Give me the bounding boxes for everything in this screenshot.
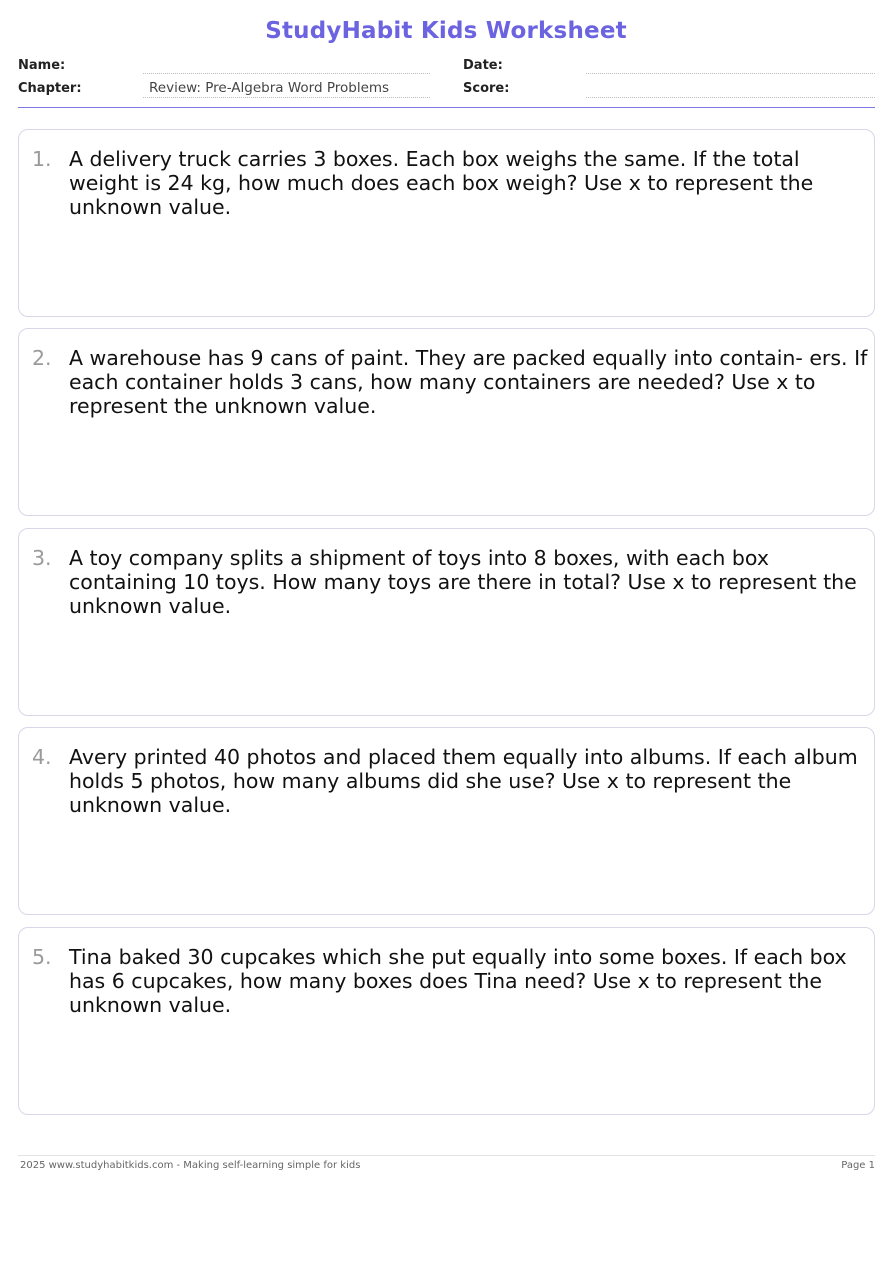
footer-divider bbox=[18, 1155, 875, 1156]
question-card[interactable] bbox=[18, 528, 875, 716]
question-card[interactable] bbox=[18, 927, 875, 1115]
question-number: 3. bbox=[32, 546, 52, 570]
question-card[interactable] bbox=[18, 727, 875, 915]
score-label: Score: bbox=[463, 81, 510, 96]
question-number: 5. bbox=[32, 945, 52, 969]
name-field[interactable] bbox=[143, 73, 430, 74]
question-text: Avery printed 40 photos and placed them equally into albums. If each album holds 5 photos, how many albums did she use? Use x to represent the unknown value. bbox=[69, 745, 858, 817]
chapter-value: Review: Pre-Algebra Word Problems bbox=[149, 80, 390, 96]
footer-credit: 2025 www.studyhabitkids.com - Making self-learning simple for kids bbox=[20, 1160, 361, 1171]
name-label: Name: bbox=[18, 58, 66, 73]
question-text: A toy company splits a shipment of toys into 8 boxes, with each box containing 10 toys. How many toys are there in total? Use x to represent the unknown value. bbox=[69, 546, 857, 618]
question-number: 4. bbox=[32, 745, 52, 769]
chapter-label: Chapter: bbox=[18, 81, 82, 96]
question-text: A delivery truck carries 3 boxes. Each box weighs the same. If the total weight is 24 kg, how much does each box weigh? Use x to represent the unknown value. bbox=[69, 147, 814, 219]
chapter-field bbox=[143, 97, 430, 98]
worksheet-title: StudyHabit Kids Worksheet bbox=[265, 18, 627, 44]
page-number: Page 1 bbox=[841, 1160, 875, 1171]
question-card[interactable] bbox=[18, 328, 875, 516]
question-number: 2. bbox=[32, 346, 52, 370]
date-field[interactable] bbox=[586, 73, 875, 74]
score-field[interactable] bbox=[586, 97, 875, 98]
question-number: 1. bbox=[32, 147, 52, 171]
question-card[interactable] bbox=[18, 129, 875, 317]
question-text: A warehouse has 9 cans of paint. They are packed equally into contain- ers. If each container holds 3 cans, how many containers are needed? Use x to represent the unknown value. bbox=[69, 346, 868, 418]
date-label: Date: bbox=[463, 58, 503, 73]
question-text: Tina baked 30 cupcakes which she put equally into some boxes. If each box has 6 cupcakes, how many boxes does Tina need? Use x to represent the unknown value. bbox=[69, 945, 847, 1017]
header-divider bbox=[18, 107, 875, 108]
